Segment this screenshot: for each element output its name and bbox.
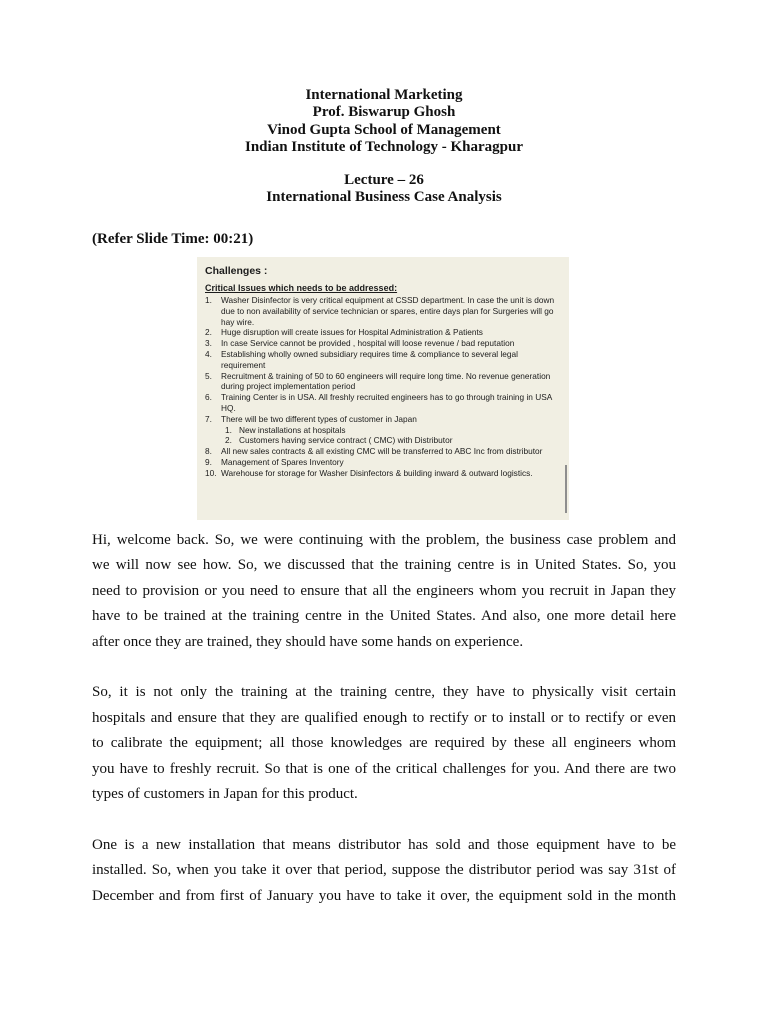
slide-list-item-text: Establishing wholly owned subsidiary requires time & compliance to several legal — [221, 348, 518, 359]
slide-list-item-text: requirement — [221, 359, 266, 370]
body-paragraph-line: Hi, welcome back. So, we were continuing with the problem, the business case problem and — [92, 532, 676, 548]
body-paragraph-line: So, it is not only the training at the training centre, they have to physically visit certain — [92, 684, 676, 701]
slide-list-item-text: Recruitment & training of 50 to 60 engineers will require long time. No revenue generation — [221, 370, 551, 381]
slide-sub-list-item-number: 2. — [225, 435, 232, 446]
slide-list-item — [205, 392, 561, 414]
slide-list-item-text: All new sales contracts & all existing CMC will be transferred to ABC Inc from distributor — [221, 446, 543, 457]
slide-sub-list-item — [225, 425, 561, 436]
body-paragraph — [92, 528, 676, 655]
slide-list-item-number: 4. — [205, 348, 212, 359]
slide-sub-list-item-text: Customers having service contract ( CMC) with Distributor — [239, 435, 453, 446]
slide-list-item-number: 5. — [205, 370, 212, 381]
slide-list-item — [205, 327, 561, 338]
slide-list-item-number: 8. — [205, 446, 212, 457]
slide-sub-list-item — [225, 435, 561, 446]
slide-list-item — [205, 457, 561, 468]
slide-list-item-text: There will be two different types of customer in Japan — [221, 413, 417, 424]
body-paragraph — [92, 833, 676, 909]
slide-title: Challenges : — [205, 265, 268, 277]
slide-list-item-text: Huge disruption will create issues for Hospital Administration & Patients — [221, 327, 483, 338]
slide-list-item — [205, 371, 561, 393]
slide-list-item-text: Washer Disinfector is very critical equipment at CSSD department. In case the unit is down — [221, 295, 555, 305]
slide-list-item — [205, 446, 561, 457]
body-paragraph-line: we will now see how. So, we discussed that the training centre is in United States. So, you — [92, 557, 676, 574]
slide-list-item-text: during project implementation period — [221, 381, 356, 392]
document-header — [0, 87, 768, 207]
slide-list-item-number: 6. — [205, 392, 212, 403]
slide-list-item-text: Training Center is in USA. All freshly recruited engineers has to go through training in USA — [221, 392, 553, 403]
slide-list-item-text: hay wire. — [221, 316, 255, 327]
refer-slide-time: (Refer Slide Time: 00:21) — [92, 231, 254, 247]
course-title: International Marketing — [305, 87, 463, 103]
body-paragraph-line: to calibrate the equipment; all those knowledges are required by these all engineers whom — [92, 735, 676, 752]
slide-list-item-number: 1. — [205, 295, 212, 305]
institute-name: Indian Institute of Technology - Kharagpur — [245, 138, 523, 155]
slide-list-item — [205, 414, 561, 446]
slide-list-item-text: HQ. — [221, 402, 236, 413]
body-paragraph-line: types of customers in Japan for this product. — [92, 786, 358, 803]
body-paragraph-line: have to be trained at the training centre in the United States. And also, one more detail here — [92, 608, 676, 625]
slide-list-item — [205, 468, 561, 479]
professor-name: Prof. Biswarup Ghosh — [312, 104, 456, 121]
slide-image — [197, 257, 569, 520]
slide-list-item-text: Management of Spares Inventory — [221, 456, 344, 467]
slide-sub-list — [221, 425, 561, 447]
body-text — [92, 528, 676, 934]
slide-list-item-number: 9. — [205, 456, 212, 467]
slide-list-item — [205, 349, 561, 371]
slide-edge-mark — [565, 465, 567, 513]
slide-subtitle: Critical Issues which needs to be addressed: — [205, 283, 398, 293]
slide-list-item-text: In case Service cannot be provided , hospital will loose revenue / bad reputation — [221, 338, 515, 349]
slide-list-item — [205, 295, 561, 327]
lecture-topic: International Business Case Analysis — [266, 189, 502, 206]
body-paragraph-line: December and from first of January you have to take it over, the equipment sold in the month — [92, 887, 676, 904]
body-paragraph-line: you have to freshly recruit. So that is one of the critical challenges for you. And there are two — [92, 760, 676, 777]
slide-list-item-number: 3. — [205, 338, 212, 349]
body-paragraph — [92, 680, 676, 807]
slide-list-item-text: Warehouse for storage for Washer Disinfectors & building inward & outward logistics. — [221, 467, 533, 478]
lecture-number: Lecture – 26 — [344, 172, 424, 189]
body-paragraph-line: after once they are trained, they should have some hands on experience. — [92, 633, 524, 650]
slide-sub-list-item-text: New installations at hospitals — [239, 424, 346, 435]
slide-list-item-number: 2. — [205, 327, 212, 338]
school-name: Vinod Gupta School of Management — [267, 121, 501, 138]
slide-list-item-number: 7. — [205, 413, 212, 424]
body-paragraph-line: One is a new installation that means distributor has sold and those equipment have to be — [92, 836, 676, 853]
slide-list-item — [205, 338, 561, 349]
slide-list-item-number: 10. — [205, 467, 217, 478]
slide-list-item-text: due to non availability of service technician or spares, entire days plan for Surgeries will go — [221, 305, 554, 316]
body-paragraph-line: installed. So, when you take it over that period, suppose the distributor period was say 31st of — [92, 862, 676, 879]
body-paragraph-line: hospitals and ensure that they are qualified enough to rectify or to install or to rectify or even — [92, 709, 676, 726]
slide-list — [205, 295, 561, 479]
slide-sub-list-item-number: 1. — [225, 424, 232, 435]
body-paragraph-line: need to provision or you need to ensure that all the engineers whom you recruit in Japan they — [92, 582, 676, 599]
